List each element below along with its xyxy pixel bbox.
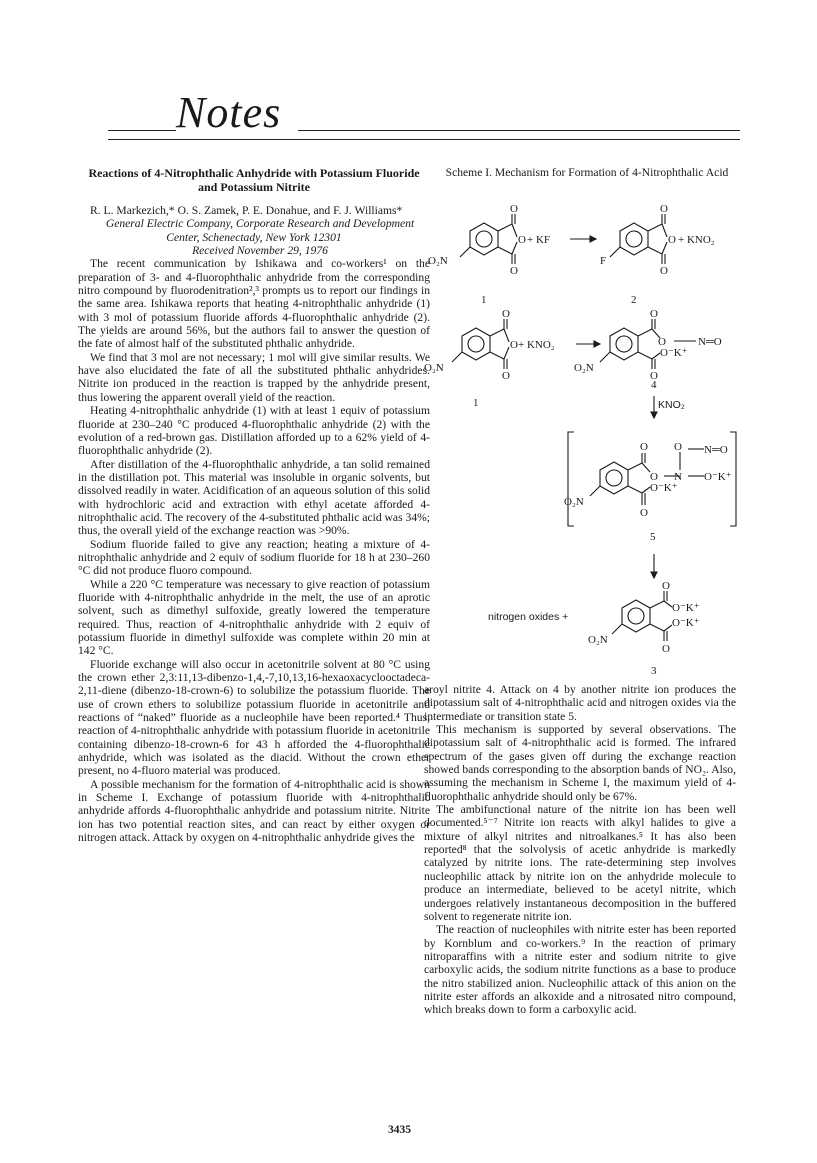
body-paragraph: A possible mechanism for the formation of 4-nitrophthalic acid is shown in Scheme I. Exchange of potassium fluoride with 4-nitrophthalic anhydride affords 4-fluorophthalic anhydride and potassium nitrite. Nitrite ion has two potential reaction sites, and can react by either oxygen or nitrogen attack. Attack by oxygen on 4-nitrophthalic anhydride gives the <box>78 777 430 845</box>
atom-o: O <box>662 580 670 592</box>
reagent-kf: + KF <box>527 234 551 246</box>
compound-label: 2 <box>631 294 637 306</box>
body-paragraph: This mechanism is supported by several observations. The dipotassium salt of 4-nitrophthalic acid is formed. The infrared spectrum of the gases given off during the exchange reaction showed bands corresponding to the absorption bands of NO₂. Also, assuming the mechanism in Scheme I, the maximum yield of 4-fluorophthalic anhydride should only be 67%. <box>424 723 736 803</box>
atom-o: O <box>674 441 682 453</box>
atom-o: O <box>662 643 670 655</box>
compound-label: 1 <box>481 294 487 306</box>
affiliation: General Electric Company, Corporate Research and Development Center, Schenectady, New York 12301 <box>105 217 415 244</box>
nitroso-label: N═O <box>704 444 728 456</box>
carboxylate-label: O⁻K⁺ <box>650 482 678 494</box>
heading-rule-left <box>108 130 176 131</box>
body-paragraph: Sodium fluoride failed to give any reaction; heating a mixture of 4-nitrophthalic anhydride and 2 equiv of sodium fluoride for 18 h at 230–260 °C did not produce fluoro compound. <box>78 537 430 578</box>
body-paragraph: The ambifunctional nature of the nitrite ion has been well documented.⁵⁻⁷ Nitrite ion reacts with alkyl halides to give a mixture of alkyl nitrites and nitroalkanes.⁵ It has also been reported⁸ that the solvolysis of acetic anhydride is markedly catalyzed by nitrite ions. The rate-determining step involves nucleophilic attack by nitrite ion on the anhydride molecule to produce an intermediate, believed to be acetyl nitrite, which undergoes relatively instantaneous decomposition in the buffered solvent to regenerate nitrite ion. <box>424 803 736 923</box>
compound-4-structure <box>600 319 696 369</box>
atom-o: O <box>518 234 526 246</box>
received-date: Received November 29, 1976 <box>192 244 328 258</box>
compound-3-structure <box>612 591 672 641</box>
nitro-group-label: O₂N <box>588 634 608 646</box>
compound-label: 3 <box>651 665 657 677</box>
body-paragraph: The reaction of nucleophiles with nitrite ester has been reported by Kornblum and co-workers.⁹ In the reaction of primary nitroparaffins with a nitrite ester and sodium nitrite to give carboxylic acids, the sodium nitrite functions as a base to produce the nitro stabilized anion. Nucleophilic attack of this anion on the nitrite ester affords an alkoxide and a nitrosated nitro compound, which breaks down to form a carboxylic acid. <box>424 923 736 1017</box>
nitro-group-label: O₂N <box>424 362 444 374</box>
n-o-k-label: N <box>674 471 682 483</box>
carboxylate-label: O⁻K⁺ <box>672 602 700 614</box>
heading-rule-full <box>108 139 740 140</box>
scheme-title: Scheme I. Mechanism for Formation of 4-Nitrophthalic Acid <box>445 166 729 179</box>
nitro-group-label: O₂N <box>428 255 448 267</box>
atom-o: O <box>502 370 510 382</box>
scheme-diagram <box>424 200 744 680</box>
atom-o: O <box>502 308 510 320</box>
compound-1-structure <box>460 214 517 264</box>
atom-o: O <box>510 265 518 277</box>
atom-o: O <box>650 370 658 382</box>
article-title: Reactions of 4-Nitrophthalic Anhydride with Potassium Fluoride and Potassium Nitrite <box>88 166 420 194</box>
section-heading <box>108 88 740 142</box>
atom-o: O <box>658 336 666 348</box>
nitro-group-label: O₂N <box>564 496 584 508</box>
carboxylate-label: O⁻K⁺ <box>672 617 700 629</box>
compound-label: 5 <box>650 531 656 543</box>
nitroso-label: N═O <box>698 336 722 348</box>
atom-o: O <box>660 265 668 277</box>
body-paragraph: Fluoride exchange will also occur in acetonitrile solvent at 80 °C using the crown ether 2,3:11,13-dibenzo-1,4,-7,10,13,16-hexaoxacyclooctadeca-2,11-diene (dibenzo-18-crown-6) to solubilize the potassium fluoride. The use of crown ethers to solubilize potassium fluoride in acetonitrile and reactions of “naked” fluoride as a nucleophile have been reported.⁴ Thus, reaction of 4-nitrophthalic anhydride with potassium fluoride in acetonitrile containing dibenzo-18-crown-6 for 43 h afforded the 4-fluorophthalic anhydride, which was isolated as the diacid. Without the crown ether present, no 4-fluoro material was produced. <box>78 657 430 778</box>
nitro-group-label: O₂N <box>574 362 594 374</box>
compound-2-structure <box>610 214 667 264</box>
compound-label: 1 <box>473 397 479 409</box>
compound-5-structure <box>590 449 704 505</box>
atom-o: O <box>510 339 518 351</box>
reagent-kno2-arrow: KNO₂ <box>658 399 685 411</box>
carboxylate-label: O⁻K⁺ <box>660 347 688 359</box>
body-paragraph: The recent communication by Ishikawa and co-workers¹ on the preparation of 3- and 4-fluorophthalic anhydride from the corresponding nitro compound by fluorodenitration²,³ prompts us to report our findings in the same area. Ishikawa reports that heating 4-nitrophthalic anhydride (1) with 3 mol of potassium fluoride affords 4-fluorophthalic anhydride (2). The yields are around 56%, but the authors fail to answer the question of the fate of almost half of the substituted phthalic anhydride. <box>78 257 430 351</box>
atom-o: O <box>640 441 648 453</box>
body-paragraph: Heating 4-nitrophthalic anhydride (1) with at least 1 equiv of potassium fluoride at 230–240 °C produced 4-fluorophthalic anhydride (2) with the evolution of a red-brown gas. Distillation afforded up to a 62% yield of 4-fluorophthalic anhydride (2). <box>78 404 430 458</box>
atom-o: O <box>640 507 648 519</box>
page-number: 3435 <box>388 1124 411 1136</box>
carboxylate-label: O⁻K⁺ <box>704 471 732 483</box>
section-title: Notes <box>176 88 282 137</box>
atom-o: O <box>650 471 658 483</box>
compound-label: 4 <box>651 379 657 391</box>
compound-1b-structure <box>452 319 509 369</box>
atom-o: O <box>668 234 676 246</box>
body-paragraph: aroyl nitrite 4. Attack on 4 by another nitrite ion produces the dipotassium salt of 4-nitrophthalic acid and nitrogen oxides via the intermediate or transition state 5. <box>424 683 736 723</box>
atom-o: O <box>510 203 518 215</box>
heading-rule-right <box>298 130 740 131</box>
product-kno2: + KNO₂ <box>678 234 715 246</box>
nitrogen-oxides-label: nitrogen oxides + <box>488 611 569 623</box>
body-paragraph: After distillation of the 4-fluorophthalic anhydride, a tan solid remained in the distillation pot. This material was insoluble in organic solvents, but dissolved readily in water. Acidification of an aqueous solution of this solid with hydrochloric acid and extraction with ethyl acetate afforded 4-nitrophthalic acid. The recovery of the 4-substituted phthalic acid was 34%; thus, the overall yield of the exchange reaction was >90%. <box>78 457 430 538</box>
reagent-kno2: + KNO₂ <box>518 339 555 351</box>
fluoro-label: F <box>600 255 607 267</box>
atom-o: O <box>650 308 658 320</box>
body-paragraph: While a 220 °C temperature was necessary to give reaction of potassium fluoride with 4-nitrophthalic anhydride in the melt, the use of an aprotic solvent, such as dimethyl sulfoxide, greatly lowered the temperature required. Thus, reaction of 4-nitrophthalic anhydride with 2 equiv of potassium fluoride in dimethyl sulfoxide was complete within 20 min at 142 °C. <box>78 577 430 658</box>
right-column <box>424 683 736 1017</box>
author-list: R. L. Markezich,* O. S. Zamek, P. E. Donahue, and F. J. Williams* <box>90 204 403 217</box>
left-column <box>78 166 430 845</box>
body-paragraph: We find that 3 mol are not necessary; 1 mol will give similar results. We have also elucidated the fate of all the substituted phthalic anhydrides. Nitrite ion produced in the reaction is trapped by the anhydride present, thus lowering the apparent overall yield of the reaction. <box>78 350 430 404</box>
atom-o: O <box>660 203 668 215</box>
